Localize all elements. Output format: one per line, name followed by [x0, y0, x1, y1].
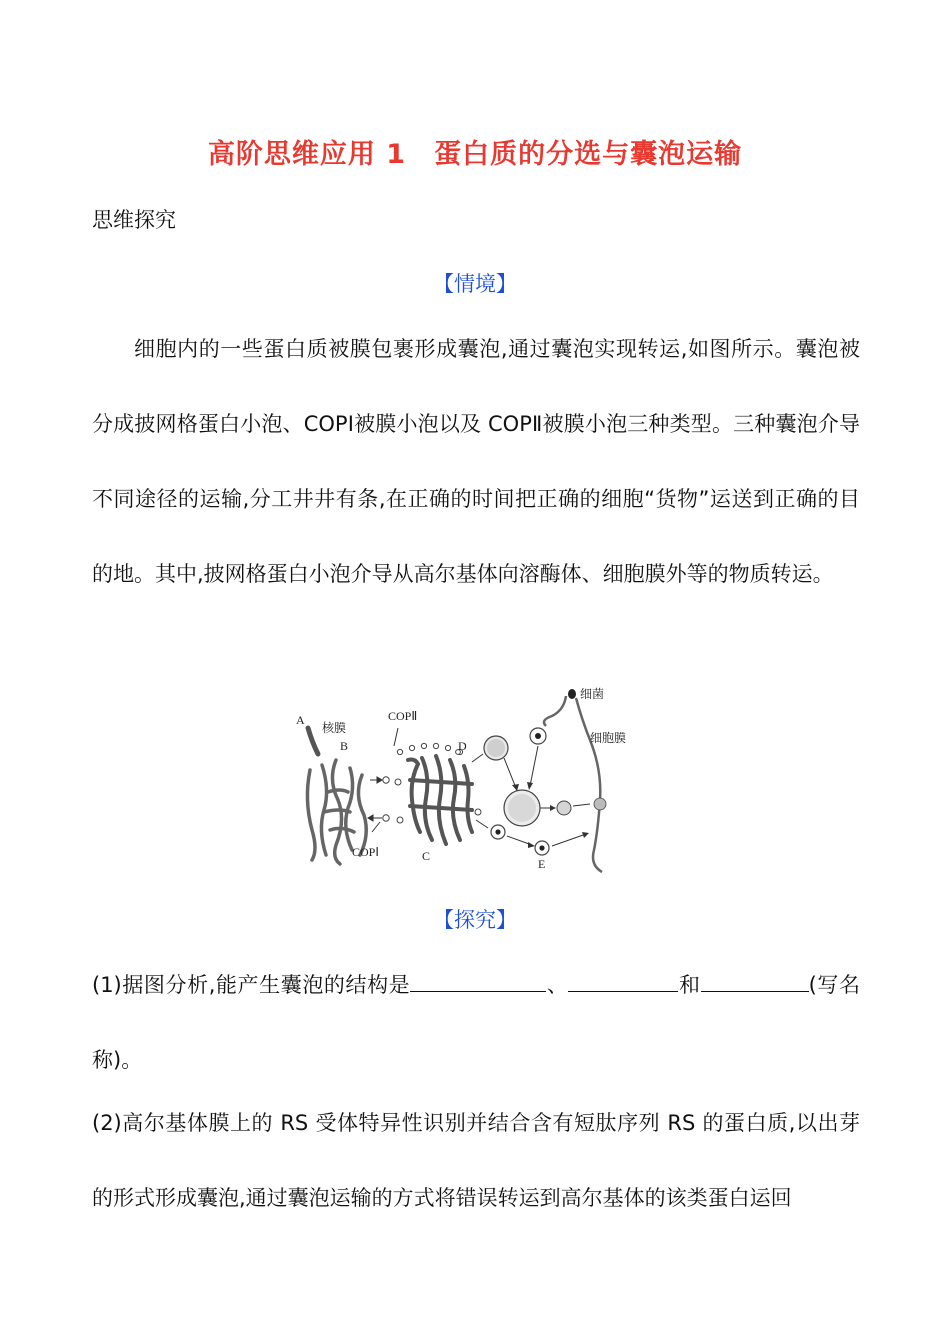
section-label: 思维探究: [92, 208, 176, 232]
q1-blank-3[interactable]: [701, 969, 809, 992]
situation-paragraph: [92, 312, 860, 612]
q1-sep-2: 和: [678, 973, 701, 997]
situation-text: 细胞内的一些蛋白质被膜包裹形成囊泡,通过囊泡实现转运,如图所示。囊泡被分成披网格蛋白小泡、COPⅠ被膜小泡以及 COPⅡ被膜小泡三种类型。三种囊泡介导不同途径的运输,分工井井有条,在正确的时间把正确的细胞“货物”运送到正确的目的地。其中,披网格蛋白小泡介导从高尔基体向溶酶体、细胞膜外等的物质转运。: [92, 337, 860, 586]
inquiry-heading: 【探究】: [433, 908, 517, 932]
q1-blank-2[interactable]: [568, 969, 678, 992]
question-2: [92, 1086, 860, 1236]
question-1: [92, 948, 860, 1098]
label-c: C: [422, 849, 431, 863]
label-d: D: [458, 739, 467, 753]
label-b: B: [340, 739, 349, 753]
label-cell-membrane: 细胞膜: [590, 731, 627, 745]
label-bacteria: 细菌: [580, 687, 605, 701]
label-copii: COPⅡ: [388, 709, 418, 723]
label-a: A: [296, 713, 305, 727]
q1-suffix: (写名称)。: [92, 973, 861, 1072]
label-nuclear-membrane: 核膜: [322, 721, 347, 735]
label-e: E: [538, 857, 546, 871]
figure-diagram: [290, 680, 630, 875]
page-title: 高阶思维应用 1 蛋白质的分选与囊泡运输: [207, 139, 743, 170]
vesicle-transport-figure: [290, 680, 630, 875]
q1-blank-1[interactable]: [410, 969, 546, 992]
q1-prefix: (1)据图分析,能产生囊泡的结构是: [92, 973, 411, 997]
q2-text: (2)高尔基体膜上的 RS 受体特异性识别并结合含有短肽序列 RS 的蛋白质,以出芽的形式形成囊泡,通过囊泡运输的方式将错误转运到高尔基体的该类蛋白运回: [92, 1111, 860, 1210]
q1-sep-1: 、: [546, 973, 569, 997]
label-copi: COPⅠ: [352, 845, 379, 859]
situation-heading: 【情境】: [433, 272, 517, 296]
